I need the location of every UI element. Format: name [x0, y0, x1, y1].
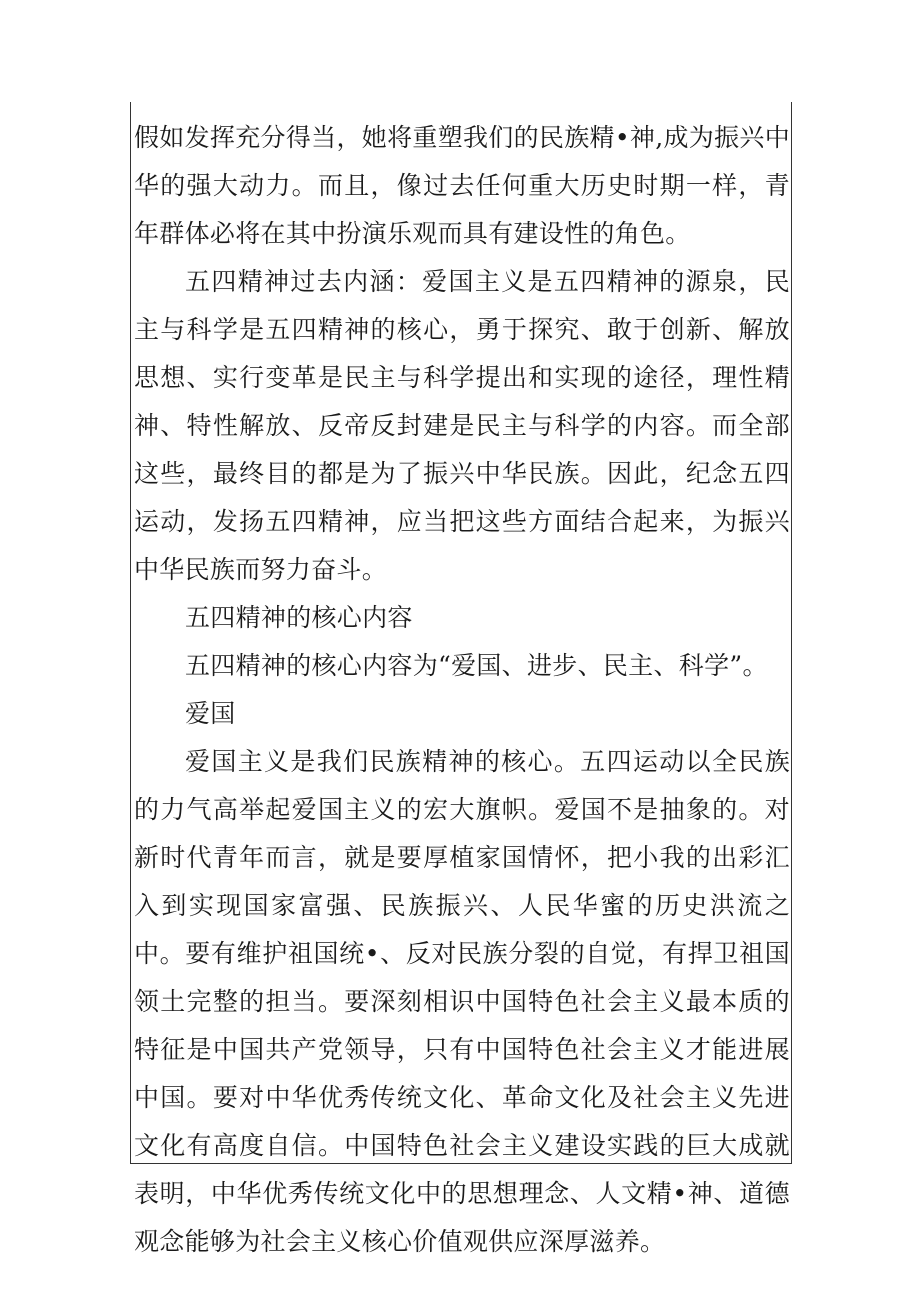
table-cell-frame — [130, 102, 792, 1256]
paragraph-wusi-spirit-meaning: 五四精神过去内涵：爱国主义是五四精神的源泉，民主与科学是五四精神的核心，勇于探究、敢于创新、解放思想、实行变革是民主与科学提出和实现的途径，理性精神、特性解放、反帝反封建是民主与科学的内容。而全部这些，最终目的都是为了振兴中华民族。因此，纪念五四运动，发扬五四精神，应当把这些方面结合起来，为振兴中华民族而努力奋斗。 — [134, 267, 790, 584]
paragraph-core-content: 五四精神的核心内容为“爱国、进步、民主、科学”。 — [185, 651, 768, 680]
table-cell-content — [134, 114, 790, 1266]
section-heading-core-content: 五四精神的核心内容 — [185, 603, 413, 632]
paragraph-patriotism: 爱国主义是我们民族精神的核心。五四运动以全民族的力气高举起爱国主义的宏大旗帜。爱国不是抽象的。对新时代青年而言，就是要厚植家国情怀，把小我的出彩汇入到实现国家富强、民族振兴、人民华蜜的历史洪流之中。要有维护祖国统•、反对民族分裂的自觉，有捍卫祖国领土完整的担当。要深刻相识中国特色社会主义最本质的特征是中国共产党领导，只有中国特色社会主义才能进展中国。要对中华优秀传统文化、革命文化及社会主义先进文化有高度自信。中国特色社会主义建设实践的巨大成就表明，中华优秀传统文化中的思想理念、人文精•神、道德观念能够为社会主义核心价值观供应深厚滋养。 — [134, 747, 790, 1256]
section-heading-patriotism: 爱国 — [185, 699, 236, 728]
paragraph-continuation: 假如发挥充分得当，她将重塑我们的民族精•神,成为振兴中华的强大动力。而且，像过去任何重大历史时期一样，青年群体必将在其中扮演乐观而具有建设性的角色。 — [134, 123, 790, 248]
